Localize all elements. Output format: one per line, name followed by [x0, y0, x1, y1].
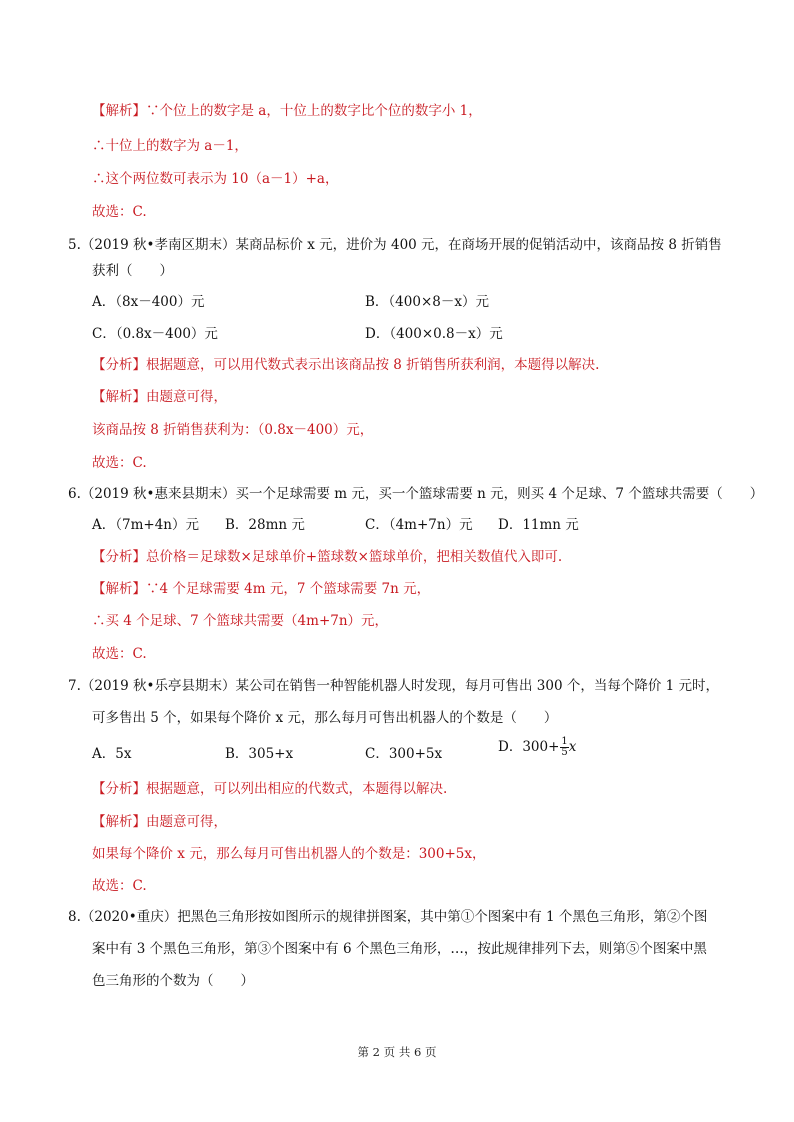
- q5-stem-line-2: 获利（ ）: [92, 263, 173, 279]
- q6-answer: 故选：C.: [92, 646, 147, 662]
- q6-stem-line-1: 6.（2019 秋•惠来县期末）买一个足球需要 m 元，买一个篮球需要 n 元，则买 4 个足球、7 个篮球共需要（ ）: [68, 486, 764, 502]
- q6-option-b: B．28mn 元: [225, 517, 305, 533]
- q4-answer: 故选：C.: [92, 204, 147, 220]
- q7-option-d-variable: x: [568, 739, 577, 755]
- q5-option-b: B．（400×8－x）元: [365, 294, 489, 310]
- fraction-numerator: 1: [561, 736, 568, 747]
- q7-answer: 故选：C.: [92, 878, 147, 894]
- q7-stem-line-2: 可多售出 5 个，如果每个降价 x 元，那么每月可售出机器人的个数是（ ）: [92, 710, 558, 726]
- q6-solution-line-2: ∴买 4 个足球、7 个篮球共需要（4m+7n）元，: [92, 613, 389, 629]
- q8-stem-line-3: 色三角形的个数为（ ）: [92, 973, 254, 989]
- q6-analysis: 【分析】总价格＝足球数×足球单价+篮球数×篮球单价，把相关数值代入即可.: [92, 549, 563, 565]
- q6-option-c: C．（4m+7n）元: [365, 517, 473, 533]
- q7-stem-line-1: 7.（2019 秋•乐亭县期末）某公司在销售一种智能机器人时发现，每月可售出 300 个，当每个降价 1 元时，: [68, 678, 720, 694]
- q7-option-c: C．300+5x: [365, 746, 443, 762]
- q6-option-a: A．（7m+4n）元: [92, 517, 199, 533]
- q5-stem-line-1: 5.（2019 秋•孝南区期末）某商品标价 x 元，进价为 400 元，在商场开展的促销活动中，该商品按 8 折销售: [68, 237, 722, 253]
- q7-analysis: 【分析】根据题意，可以列出相应的代数式，本题得以解决.: [92, 781, 448, 797]
- q7-solution-line-1: 【解析】由题意可得，: [92, 814, 227, 830]
- q4-solution-line-3: ∴这个两位数可表示为 10（a－1）+a，: [92, 171, 339, 187]
- q8-stem-line-1: 8.（2020•重庆）把黑色三角形按如图所示的规律拼图案，其中第①个图案中有 1 个黑色三角形，第②个图: [68, 909, 708, 925]
- q7-option-d-fraction: [560, 737, 568, 758]
- q4-solution-line-2: ∴十位上的数字为 a－1，: [92, 138, 248, 154]
- fraction-denominator: 5: [561, 747, 568, 758]
- q7-solution-line-2: 如果每个降价 x 元，那么每月可售出机器人的个数是：300+5x，: [92, 846, 486, 862]
- q5-option-c: C．（0.8x－400）元: [92, 326, 218, 342]
- q5-option-d: D．（400×0.8－x）元: [365, 326, 503, 342]
- q7-option-b: B．305+x: [225, 746, 294, 762]
- q5-answer: 故选：C.: [92, 455, 147, 471]
- q6-solution-line-1: 【解析】∵4 个足球需要 4m 元，7 个篮球需要 7n 元，: [92, 581, 431, 597]
- q7-option-d-prefix: D．300+: [498, 739, 560, 755]
- page-number-footer: 第 2 页 共 6 页: [357, 1045, 437, 1059]
- q5-solution-line-1: 【解析】由题意可得，: [92, 389, 227, 405]
- q7-option-d: [498, 737, 576, 758]
- q7-option-a: A．5x: [92, 746, 132, 762]
- q5-analysis: 【分析】根据题意，可以用代数式表示出该商品按 8 折销售所获利润，本题得以解决.: [92, 357, 600, 373]
- q4-solution-line-1: 【解析】∵个位上的数字是 a，十位上的数字比个位的数字小 1，: [92, 103, 482, 119]
- q5-solution-line-2: 该商品按 8 折销售获利为：（0.8x－400）元，: [92, 422, 374, 438]
- q6-option-d: D．11mn 元: [498, 517, 579, 533]
- q5-option-a: A．（8x－400）元: [92, 294, 205, 310]
- q8-stem-line-2: 案中有 3 个黑色三角形，第③个图案中有 6 个黑色三角形，…，按此规律排列下去，则第⑤个图案中黑: [92, 941, 707, 957]
